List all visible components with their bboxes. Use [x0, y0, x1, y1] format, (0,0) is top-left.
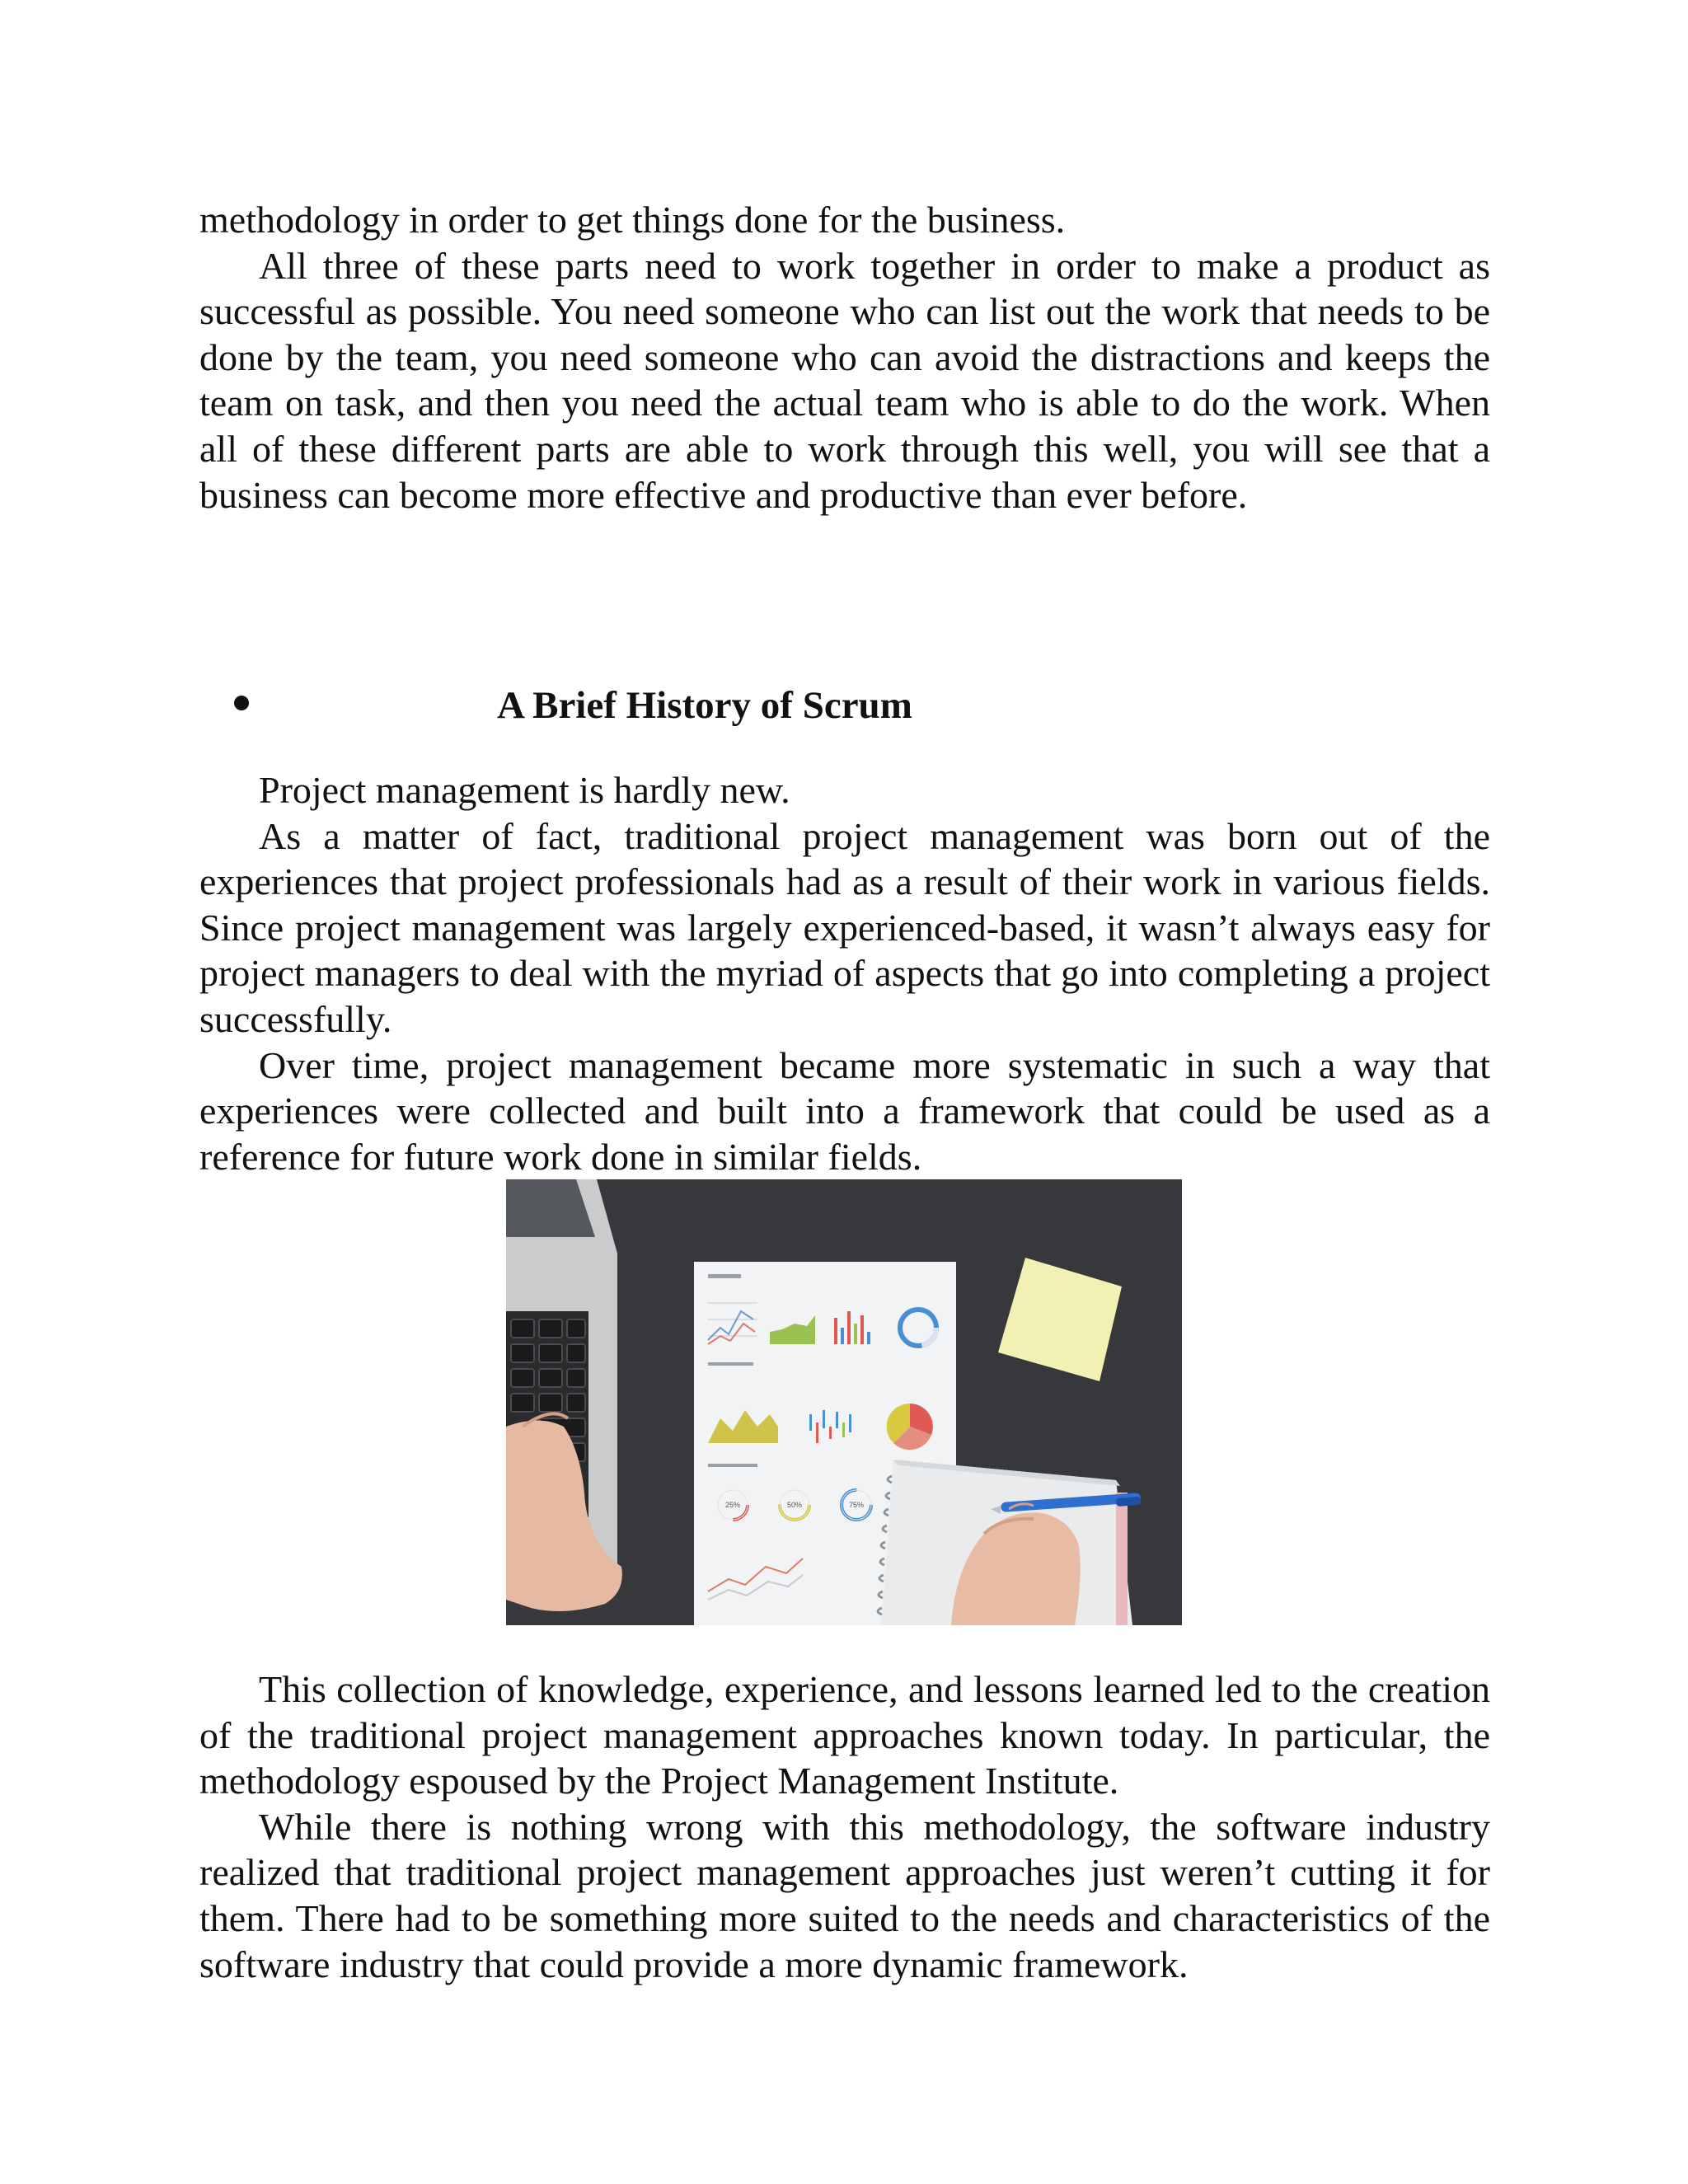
bullet-icon [234, 696, 249, 710]
paragraph: This collection of knowledge, experience, and lessons learned led to the creation of the traditional project management approaches known today. In particular, the methodology espoused by the Project Management Institute. [199, 1668, 1490, 1802]
text-top [199, 197, 1490, 518]
section-heading: A Brief History of Scrum [497, 684, 912, 727]
text-middle [199, 767, 1490, 1179]
svg-text:50%: 50% [786, 1501, 803, 1509]
paragraph: While there is nothing wrong with this methodology, the software industry realized that traditional project management approaches just weren’t cutting it for them. There had to be something more suited to the needs and characteristics of the software industry that could provide a more dynamic framework. [199, 1805, 1490, 1985]
svg-text:25%: 25% [724, 1501, 741, 1509]
desk-photo-icon [506, 1179, 1182, 1625]
paragraph: As a matter of fact, traditional project management was born out of the experiences that project professionals had as a result of their work in various fields. Since project management was largely experienced-based, it wasn’t always easy for project managers to deal with the myriad of aspects that go into completing a project successfully. [199, 814, 1490, 1040]
desk-photo-figure [506, 1179, 1182, 1625]
text-bottom [199, 1666, 1490, 1987]
svg-text:75%: 75% [848, 1501, 865, 1509]
section-heading-row [0, 681, 1688, 730]
paragraph: Over time, project management became more systematic in such a way that experiences were collected and built into a framework that could be used as a reference for future work done in similar fields. [199, 1043, 1490, 1178]
paragraph: Project management is hardly new. [259, 769, 790, 811]
continuation-paragraph: methodology in order to get things done for the business. [199, 199, 1066, 241]
intro-paragraph: All three of these parts need to work together in order to make a product as successful as possible. You need someone who can list out the work that needs to be done by the team, you need someone who can avoid the distractions and keeps the team on task, and then you need the actual team who is able to do the work. When all of these different parts are able to work through this well, you will see that a business can become more effective and productive than ever before. [199, 244, 1490, 516]
